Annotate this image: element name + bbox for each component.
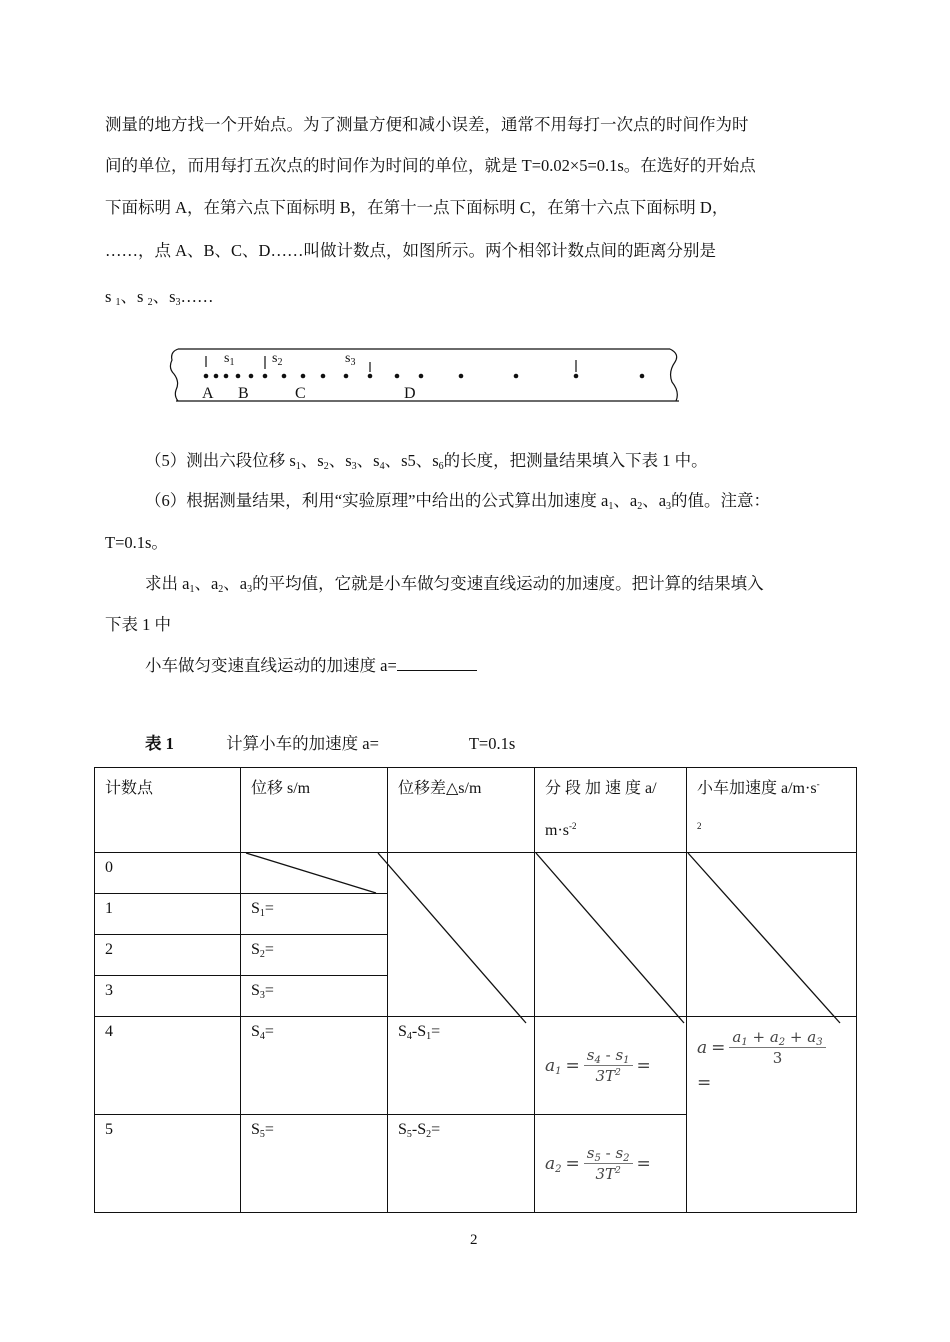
acceleration-answer-blank[interactable] [397, 656, 477, 671]
segment-label-s1: $s_1$ [224, 351, 235, 368]
point-label-a: A [202, 385, 214, 402]
paragraph-line: 间的单位，而用每打五次点的时间作为时间的单位，就是 T=0.02×5=0.1s。在选好的开始点 [105, 156, 756, 175]
acceleration-answer-line [145, 645, 890, 686]
cell-formula-average[interactable] [687, 1017, 857, 1213]
text: 、s [120, 287, 148, 306]
table-period: T=0.1s [468, 734, 516, 753]
cell-displacement-diff[interactable]: $S_4-S_1=$ [388, 1017, 535, 1115]
point-label-c: C [295, 385, 306, 402]
segment-label-s3: $s_3$ [345, 351, 356, 368]
cell-displacement[interactable]: $S_3=$ [241, 976, 388, 1017]
table-header-row [95, 768, 857, 853]
step-5-text: （5）测出六段位移 $s_1$、$s_2$、$s_3$、$s_4$、s5、$s_6$的长度，把测量结果填入下表 1 中。 [145, 451, 708, 472]
cell-segment-acc-struck [535, 853, 687, 1017]
table-number: 表 1 [145, 734, 174, 753]
point-label-b: B [238, 385, 249, 402]
paragraph-line: ……，点 A、B、C、D……叫做计数点，如图所示。两个相邻计数点间的距离分别是 [105, 241, 716, 260]
step-6-text: （6）根据测量结果，利用“实验原理”中给出的公式算出加速度 $a_1$、$a_2$、$a_3$的值。注意： [145, 491, 771, 512]
formula-average-result: = [697, 1073, 712, 1093]
cell-car-acc-struck [687, 853, 857, 1017]
table-row [95, 853, 857, 894]
cell-point: 5 [95, 1115, 241, 1213]
subscript: 3 [175, 297, 181, 308]
header-count-point: 计数点 [95, 768, 241, 853]
cell-point: 0 [95, 853, 241, 894]
formula-average: a = $\frac{a_1 + a_2 + a_3}{3}$ [697, 1027, 846, 1068]
cell-formula-a2[interactable] [535, 1115, 687, 1213]
step-6-line2: T=0.1s。 [105, 533, 168, 552]
subscript: 1 [115, 297, 121, 308]
table-title: 计算小车的加速度 a= [226, 734, 379, 753]
header-segment-acceleration: 分 段 加 速 度 a/ $m\cdot s^{-2}$ [535, 768, 687, 853]
text: …… [180, 287, 214, 306]
table-caption [145, 730, 515, 754]
tape-outline [0, 0, 950, 420]
header-car-acceleration: 小车加速度 a/m·s- $^2$ [687, 768, 857, 853]
table-row [95, 1017, 857, 1115]
text: 、s [152, 287, 176, 306]
cell-point: 3 [95, 976, 241, 1017]
point-label-d: D [404, 385, 416, 402]
header-displacement-diff: 位移差△s/m [388, 768, 535, 853]
cell-displacement[interactable]: $S_1=$ [241, 894, 388, 935]
header-displacement: 位移 s/m [241, 768, 388, 853]
average-instruction: 求出 $a_1$、$a_2$、$a_3$的平均值，它就是小车做匀变速直线运动的加速度。把计算的结果填入 [145, 574, 764, 595]
cell-displacement-struck [241, 853, 388, 894]
page-number: 2 [470, 1232, 478, 1248]
cell-point: 4 [95, 1017, 241, 1115]
formula-a1: $a_1$ = $\frac{s_4 - s_1}{3T^2}$ = [545, 1046, 651, 1085]
cell-point: 1 [95, 894, 241, 935]
cell-diff-struck [388, 853, 535, 1017]
cell-displacement[interactable]: $S_2=$ [241, 935, 388, 976]
subscript: 2 [147, 297, 153, 308]
cell-point: 2 [95, 935, 241, 976]
cell-displacement[interactable]: $S_5=$ [241, 1115, 388, 1213]
average-instruction-line2: 下表 1 中 [105, 615, 171, 634]
ticker-tape-diagram [0, 0, 950, 420]
paragraph-line: 下面标明 A，在第六点下面标明 B，在第十一点下面标明 C，在第十六点下面标明 D， [105, 198, 729, 217]
segment-label-s2: $s_2$ [272, 351, 283, 368]
formula-a2: $a_2$ = $\frac{s_5 - s_2}{3T^2}$ = [545, 1144, 651, 1183]
text: s [105, 287, 116, 306]
acceleration-table [94, 767, 857, 1213]
cell-displacement-diff[interactable]: $S_5-S_2=$ [388, 1115, 535, 1213]
cell-formula-a1[interactable] [535, 1017, 687, 1115]
acceleration-label: 小车做匀变速直线运动的加速度 a= [145, 656, 397, 675]
cell-displacement[interactable]: $S_4=$ [241, 1017, 388, 1115]
paragraph-line: 测量的地方找一个开始点。为了测量方便和减小误差，通常不用每打一次点的时间作为时 [105, 115, 749, 134]
